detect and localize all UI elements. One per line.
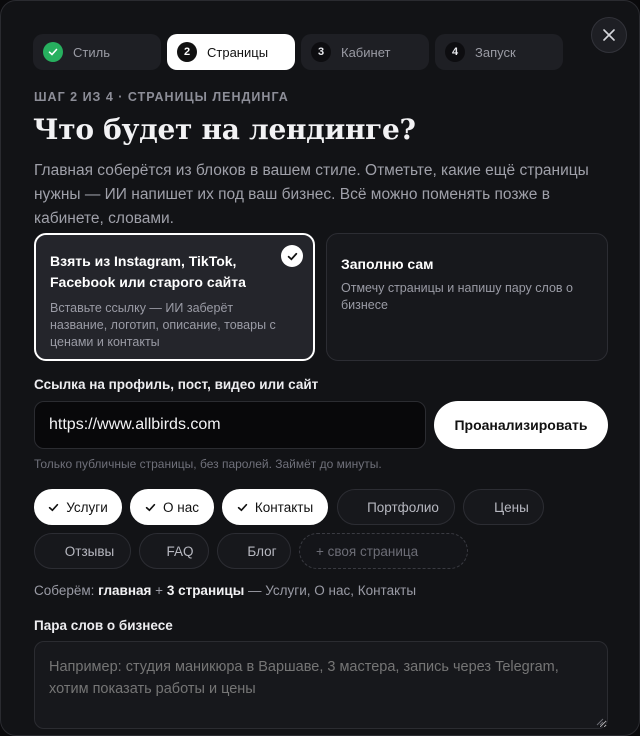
chip-label: Услуги <box>66 499 108 515</box>
step-label: Запуск <box>475 44 516 60</box>
chip-label: О нас <box>163 499 199 515</box>
close-icon <box>603 29 615 41</box>
summary-prefix: Соберём: <box>34 583 95 598</box>
step-label: Стиль <box>73 44 110 60</box>
step-label: Страницы <box>207 44 269 60</box>
pages-summary <box>34 583 416 598</box>
page-chip-prices[interactable] <box>463 489 544 525</box>
step-cabinet[interactable] <box>301 34 429 70</box>
chip-label: FAQ <box>166 543 194 559</box>
page-title: Что будет на лендинге? <box>33 113 416 146</box>
summary-list: — Услуги, О нас, Контакты <box>248 583 417 598</box>
step-number: 4 <box>445 42 465 62</box>
stepper <box>33 34 563 70</box>
chip-label: Портфолио <box>367 499 439 515</box>
step-kicker: ШАГ 2 ИЗ 4 · СТРАНИЦЫ ЛЕНДИНГА <box>34 90 289 104</box>
summary-main: главная <box>98 583 152 598</box>
option-title: Заполню сам <box>341 256 434 272</box>
step-label: Кабинет <box>341 44 391 60</box>
option-description: Отмечу страницы и напишу пару слов о бизнесе <box>341 281 573 312</box>
step-number: 3 <box>311 42 331 62</box>
page-chip-reviews[interactable] <box>34 533 131 569</box>
analyze-button[interactable]: Проанализировать <box>434 401 608 449</box>
summary-plus: + <box>155 583 164 598</box>
close-button[interactable] <box>591 17 627 53</box>
chip-label: Контакты <box>254 499 314 515</box>
about-label: Пара слов о бизнесе <box>34 618 173 633</box>
summary-count: 3 страницы <box>166 583 245 598</box>
resize-grip-icon <box>594 716 604 726</box>
add-custom-page-button[interactable]: + своя страница <box>299 533 468 569</box>
step-launch[interactable] <box>435 34 563 70</box>
page-chip-about[interactable] <box>130 489 214 525</box>
option-description: Вставьте ссылку — ИИ заберёт название, логотип, описание, товары с ценами и контакты <box>50 301 276 349</box>
option-title: Взять из Instagram, TikTok, Facebook или старого сайта <box>50 253 246 290</box>
source-option-import[interactable] <box>34 233 315 361</box>
check-icon <box>145 502 156 513</box>
page-chip-contacts[interactable] <box>222 489 328 525</box>
step-pages[interactable] <box>167 34 295 70</box>
step-style[interactable] <box>33 34 161 70</box>
about-business-textarea[interactable] <box>34 641 608 729</box>
page-chip-services[interactable] <box>34 489 122 525</box>
check-icon <box>237 502 248 513</box>
chip-label: Отзывы <box>64 543 115 559</box>
page-description: Главная соберётся из блоков в вашем стиле. Отметьте, какие ещё страницы нужны — ИИ напишет их под ваш бизнес. Всё можно поменять позже в кабинете, словами. <box>34 162 589 227</box>
chip-label: Блог <box>247 543 277 559</box>
check-icon <box>48 502 59 513</box>
page-chip-faq[interactable] <box>139 533 209 569</box>
step-number: 2 <box>177 42 197 62</box>
link-input[interactable] <box>34 401 426 449</box>
link-hint: Только публичные страницы, без паролей. Займёт до минуты. <box>34 457 382 471</box>
source-option-manual[interactable] <box>326 233 608 361</box>
link-label: Ссылка на профиль, пост, видео или сайт <box>34 377 319 392</box>
page-chip-blog[interactable] <box>217 533 291 569</box>
chip-label: Цены <box>494 499 529 515</box>
selected-check-icon <box>281 245 303 267</box>
page-chip-portfolio[interactable] <box>337 489 455 525</box>
check-circle-icon <box>43 42 63 62</box>
